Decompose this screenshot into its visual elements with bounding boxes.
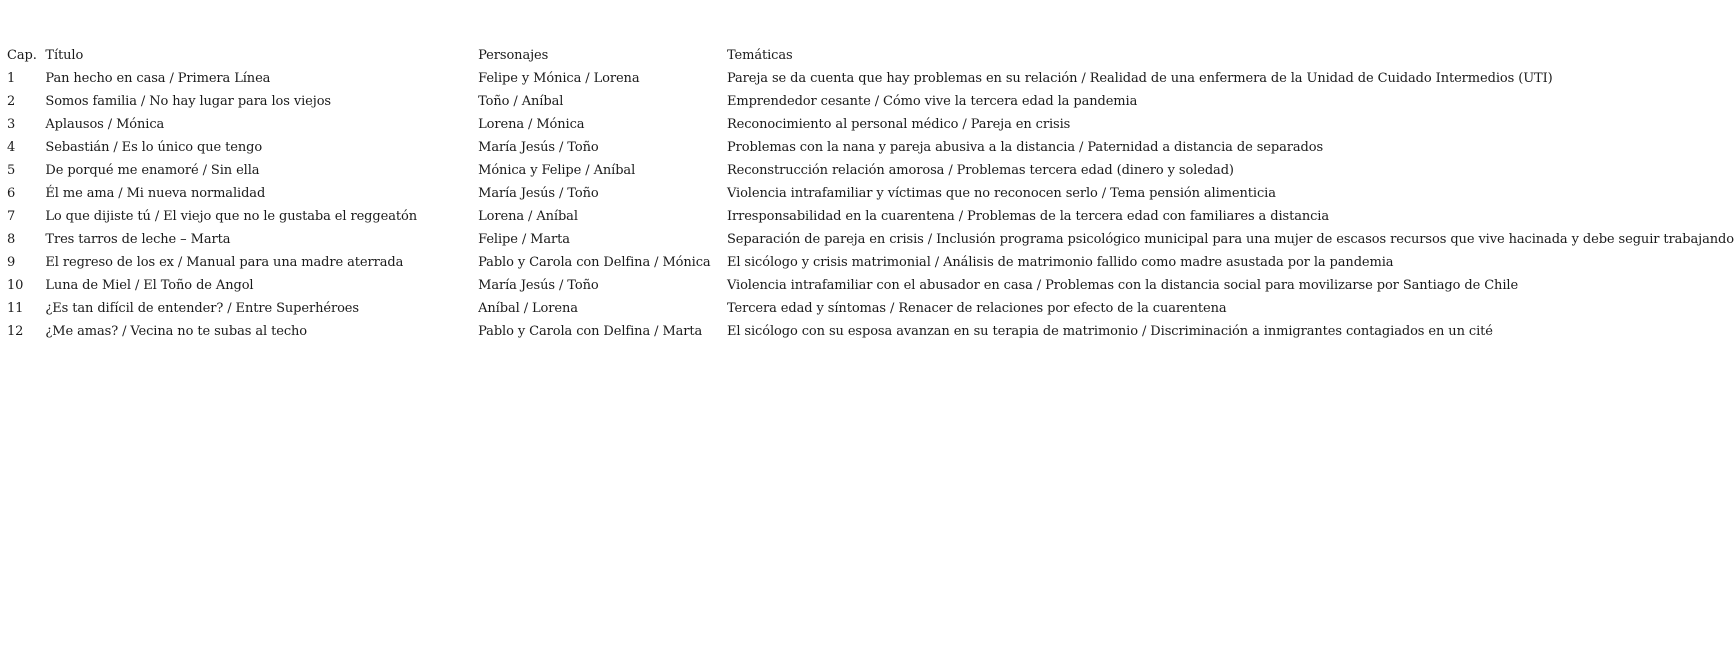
cell-titulo: ¿Me amas? / Vecina no te subas al techo	[45, 324, 308, 339]
cell-cap: 5	[7, 163, 16, 178]
table-row	[7, 228, 1734, 251]
cell-tematicas: Violencia intrafamiliar con el abusador en casa / Problemas con la distancia social para movilizarse por Santiago de Chile	[726, 278, 1519, 293]
cell-cap: 4	[7, 140, 16, 155]
cell-cap: 8	[7, 232, 16, 247]
table-row	[7, 320, 1734, 343]
cell-cap: 12	[7, 324, 24, 339]
table-row	[7, 182, 1734, 205]
table-header	[7, 44, 1734, 67]
cell-titulo: Él me ama / Mi nueva normalidad	[45, 186, 266, 201]
cell-tematicas: El sicólogo con su esposa avanzan en su terapia de matrimonio / Discriminación a inmigrantes contagiados en un cité	[726, 324, 1493, 339]
episode-table	[7, 44, 1734, 343]
table-body	[7, 67, 1734, 343]
cell-personajes: Toño / Aníbal	[478, 94, 564, 109]
cell-tematicas: Irresponsabilidad en la cuarentena / Problemas de la tercera edad con familiares a distancia	[726, 209, 1330, 224]
cell-cap: 2	[7, 94, 16, 109]
cell-tematicas: Violencia intrafamiliar y víctimas que no reconocen serlo / Tema pensión alimenticia	[726, 186, 1276, 201]
cell-titulo: Aplausos / Mónica	[45, 117, 165, 132]
table-row	[7, 113, 1734, 136]
cell-titulo: Pan hecho en casa / Primera Línea	[45, 71, 271, 86]
cell-titulo: De porqué me enamoré / Sin ella	[45, 163, 260, 178]
header-titulo: Título	[45, 48, 84, 63]
cell-tematicas: Problemas con la nana y pareja abusiva a la distancia / Paternidad a distancia de separados	[726, 140, 1324, 155]
cell-titulo: Lo que dijiste tú / El viejo que no le gustaba el reggeatón	[45, 209, 417, 224]
cell-titulo: Somos familia / No hay lugar para los viejos	[45, 94, 332, 109]
cell-personajes: María Jesús / Toño	[478, 186, 599, 201]
cell-cap: 10	[7, 278, 24, 293]
cell-tematicas: Emprendedor cesante / Cómo vive la tercera edad la pandemia	[726, 94, 1138, 109]
cell-personajes: Felipe y Mónica / Lorena	[478, 71, 640, 86]
cell-tematicas: Reconstrucción relación amorosa / Problemas tercera edad (dinero y soledad)	[726, 163, 1234, 178]
cell-tematicas: El sicólogo y crisis matrimonial / Análisis de matrimonio fallido como madre asustada por la pandemia	[726, 255, 1394, 270]
cell-cap: 9	[7, 255, 16, 270]
header-row	[7, 44, 1734, 67]
header-tematicas: Temáticas	[726, 48, 793, 63]
cell-cap: 3	[7, 117, 16, 132]
cell-personajes: Aníbal / Lorena	[478, 301, 578, 316]
cell-titulo: Tres tarros de leche – Marta	[45, 232, 231, 247]
table-row	[7, 67, 1734, 90]
cell-personajes: Pablo y Carola con Delfina / Marta	[478, 324, 703, 339]
table-row	[7, 297, 1734, 320]
table-row	[7, 90, 1734, 113]
cell-cap: 6	[7, 186, 16, 201]
cell-titulo: El regreso de los ex / Manual para una madre aterrada	[45, 255, 404, 270]
cell-cap: 1	[7, 71, 16, 86]
cell-cap: 11	[7, 301, 24, 316]
cell-tematicas: Reconocimiento al personal médico / Pareja en crisis	[726, 117, 1071, 132]
cell-tematicas: Tercera edad y síntomas / Renacer de relaciones por efecto de la cuarentena	[726, 301, 1227, 316]
cell-titulo: Sebastián / Es lo único que tengo	[45, 140, 263, 155]
cell-personajes: María Jesús / Toño	[478, 278, 599, 293]
table-row	[7, 274, 1734, 297]
table-row	[7, 136, 1734, 159]
cell-cap: 7	[7, 209, 16, 224]
table-row	[7, 251, 1734, 274]
cell-personajes: Lorena / Aníbal	[478, 209, 578, 224]
cell-titulo: ¿Es tan difícil de entender? / Entre Superhéroes	[45, 301, 359, 316]
cell-titulo: Luna de Miel / El Toño de Angol	[45, 278, 254, 293]
cell-tematicas: Separación de pareja en crisis / Inclusión programa psicológico municipal para una mujer de escasos recursos que vive hacinada y debe seguir trabajando	[726, 232, 1734, 247]
cell-personajes: María Jesús / Toño	[478, 140, 599, 155]
cell-personajes: Felipe / Marta	[478, 232, 570, 247]
cell-personajes: Pablo y Carola con Delfina / Mónica	[478, 255, 711, 270]
table-row	[7, 159, 1734, 182]
table-row	[7, 205, 1734, 228]
header-personajes: Personajes	[478, 48, 549, 63]
cell-personajes: Lorena / Mónica	[478, 117, 585, 132]
header-cap: Cap.	[7, 48, 37, 63]
cell-tematicas: Pareja se da cuenta que hay problemas en su relación / Realidad de una enfermera de la Unidad de Cuidado Intermedios (UTI)	[726, 71, 1553, 86]
cell-personajes: Mónica y Felipe / Aníbal	[478, 163, 636, 178]
